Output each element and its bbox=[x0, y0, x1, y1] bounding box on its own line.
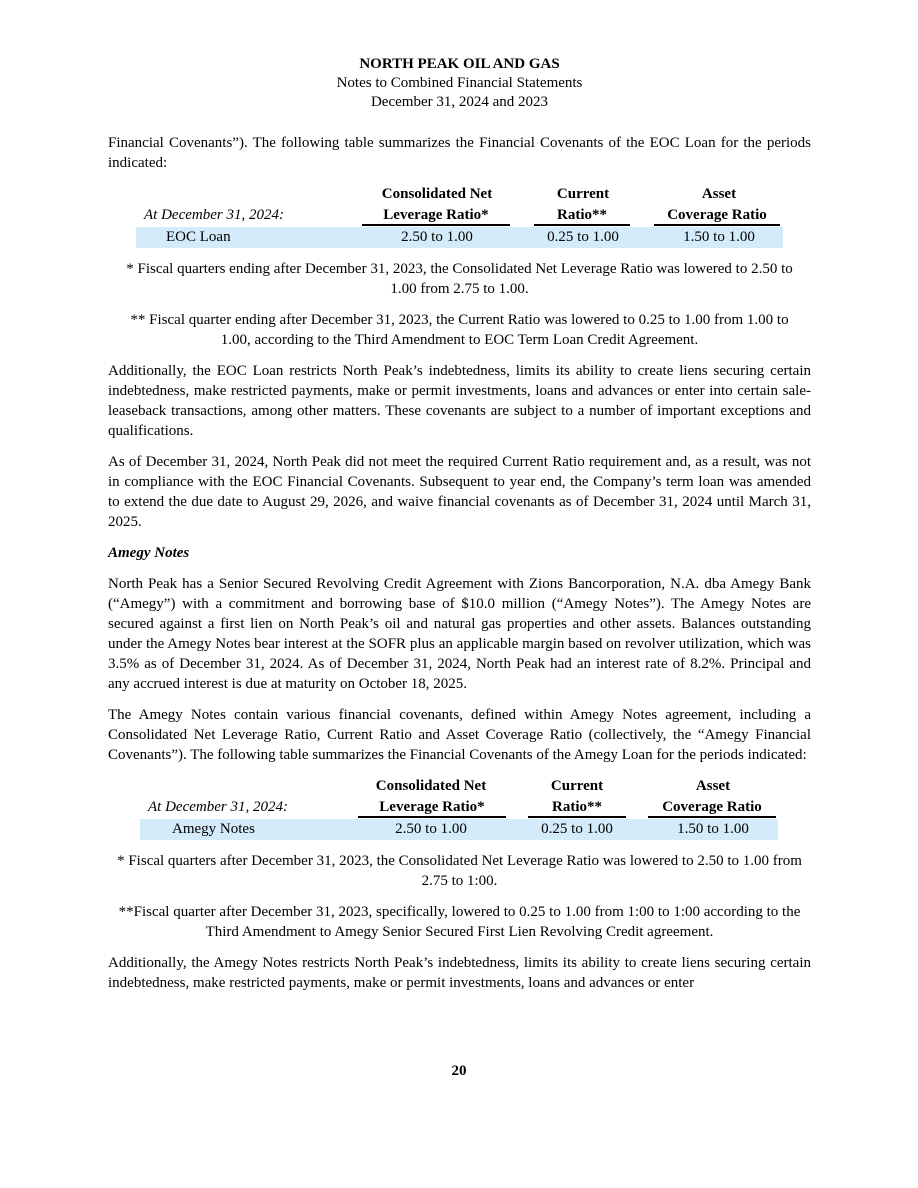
row-header-date: At December 31, 2024: bbox=[148, 799, 288, 815]
page-header bbox=[108, 55, 811, 112]
col-header-current-line1: Current bbox=[550, 778, 604, 794]
col-header-leverage-line1: Consolidated Net bbox=[381, 186, 493, 202]
col-header-leverage-line2: Leverage Ratio* bbox=[358, 797, 506, 818]
eoc-footnote-2: ** Fiscal quarter ending after December 31, 2023, the Current Ratio was lowered to 0.25 to 1.00 from 1.00 to 1.00, according to the Third Amendment to EOC Term Loan Credit Agreement. bbox=[130, 312, 789, 348]
col-header-current-line1: Current bbox=[556, 186, 610, 202]
value-current-ratio: 0.25 to 1.00 bbox=[547, 229, 619, 245]
col-header-asset-line2: Coverage Ratio bbox=[648, 797, 776, 818]
col-header-current-line2: Ratio** bbox=[528, 797, 626, 818]
eoc-intro-paragraph: Financial Covenants”). The following table summarizes the Financial Covenants of the EOC Loan for the periods indicated: bbox=[108, 135, 811, 171]
col-header-asset-line1: Asset bbox=[701, 186, 737, 202]
value-leverage-ratio: 2.50 to 1.00 bbox=[401, 229, 473, 245]
row-label-eoc-loan: EOC Loan bbox=[166, 229, 231, 245]
eoc-restrictions-paragraph: Additionally, the EOC Loan restricts North Peak’s indebtedness, limits its ability to create liens securing certain indebtedness, make restricted payments, make or permit investments, loans and advances or enter into certain sale-leaseback transactions, among other matters. These covenants are subject to a number of important exceptions and qualifications. bbox=[108, 363, 811, 439]
amegy-covenants-paragraph: The Amegy Notes contain various financial covenants, defined within Amegy Notes agreement, including a Consolidated Net Leverage Ratio, Current Ratio and Asset Coverage Ratio (collectively, the “Amegy Financial Covenants”). The following table summarizes the Financial Covenants of the Amegy Loan for the periods indicated: bbox=[108, 707, 811, 763]
amegy-section-title: Amegy Notes bbox=[108, 545, 190, 561]
amegy-restrictions-paragraph: Additionally, the Amegy Notes restricts North Peak’s indebtedness, limits its ability to create liens securing certain indebtedness, make restricted payments, make or permit investments, loans and advances or enter bbox=[108, 955, 811, 991]
eoc-compliance-paragraph: As of December 31, 2024, North Peak did not meet the required Current Ratio requirement and, as a result, was not in compliance with the EOC Financial Covenants. Subsequent to year end, the Company’s term loan was amended to extend the due date to August 29, 2026, and waive financial covenants as of December 31, 2024 until March 31, 2025. bbox=[108, 454, 811, 530]
amegy-overview-paragraph: North Peak has a Senior Secured Revolving Credit Agreement with Zions Bancorporation, N.A. dba Amegy Bank (“Amegy”) with a commitment and borrowing base of $10.0 million (“Amegy Notes”). The Amegy Notes are secured against a first lien on North Peak’s oil and natural gas properties and other assets. Balances outstanding under the Amegy Notes bear interest at the SOFR plus an applicable margin based on revolver utilization, which was 3.5% as of December 31, 2024. As of December 31, 2024, North Peak had an interest rate of 8.2%. Principal and any accrued interest is due at maturity on October 18, 2025. bbox=[108, 576, 811, 692]
table-row bbox=[108, 227, 811, 248]
table-header-row bbox=[108, 797, 811, 818]
amegy-footnote-2: **Fiscal quarter after December 31, 2023, specifically, lowered to 0.25 to 1.00 from 1:00 to 1:00 according to the Third Amendment to Amegy Senior Secured First Lien Revolving Credit agreement. bbox=[118, 904, 801, 940]
document-page bbox=[108, 55, 811, 993]
table-row bbox=[108, 819, 811, 840]
row-header-date: At December 31, 2024: bbox=[144, 207, 284, 223]
page-number: 20 bbox=[451, 1063, 467, 1079]
statement-period: December 31, 2024 and 2023 bbox=[370, 94, 549, 110]
value-current-ratio: 0.25 to 1.00 bbox=[541, 821, 613, 837]
col-header-asset-line1: Asset bbox=[695, 778, 731, 794]
col-header-leverage-line1: Consolidated Net bbox=[375, 778, 487, 794]
amegy-footnote-1: * Fiscal quarters after December 31, 2023, the Consolidated Net Leverage Ratio was lowered to 2.50 to 1.00 from 2.75 to 1:00. bbox=[117, 853, 802, 889]
value-asset-coverage: 1.50 to 1.00 bbox=[683, 229, 755, 245]
table-header-row bbox=[108, 205, 811, 226]
value-asset-coverage: 1.50 to 1.00 bbox=[677, 821, 749, 837]
statement-subtitle: Notes to Combined Financial Statements bbox=[336, 75, 583, 91]
eoc-covenant-table bbox=[108, 184, 811, 248]
col-header-asset-line2: Coverage Ratio bbox=[654, 205, 780, 226]
table-header-row bbox=[108, 184, 811, 205]
col-header-current-line2: Ratio** bbox=[534, 205, 630, 226]
company-name: NORTH PEAK OIL AND GAS bbox=[359, 56, 560, 72]
amegy-covenant-table bbox=[108, 776, 811, 840]
col-header-leverage-line2: Leverage Ratio* bbox=[362, 205, 510, 226]
row-label-amegy-notes: Amegy Notes bbox=[172, 821, 255, 837]
eoc-footnote-1: * Fiscal quarters ending after December 31, 2023, the Consolidated Net Leverage Ratio was lowered to 2.50 to 1.00 from 2.75 to 1.00. bbox=[126, 261, 793, 297]
table-header-row bbox=[108, 776, 811, 797]
value-leverage-ratio: 2.50 to 1.00 bbox=[395, 821, 467, 837]
